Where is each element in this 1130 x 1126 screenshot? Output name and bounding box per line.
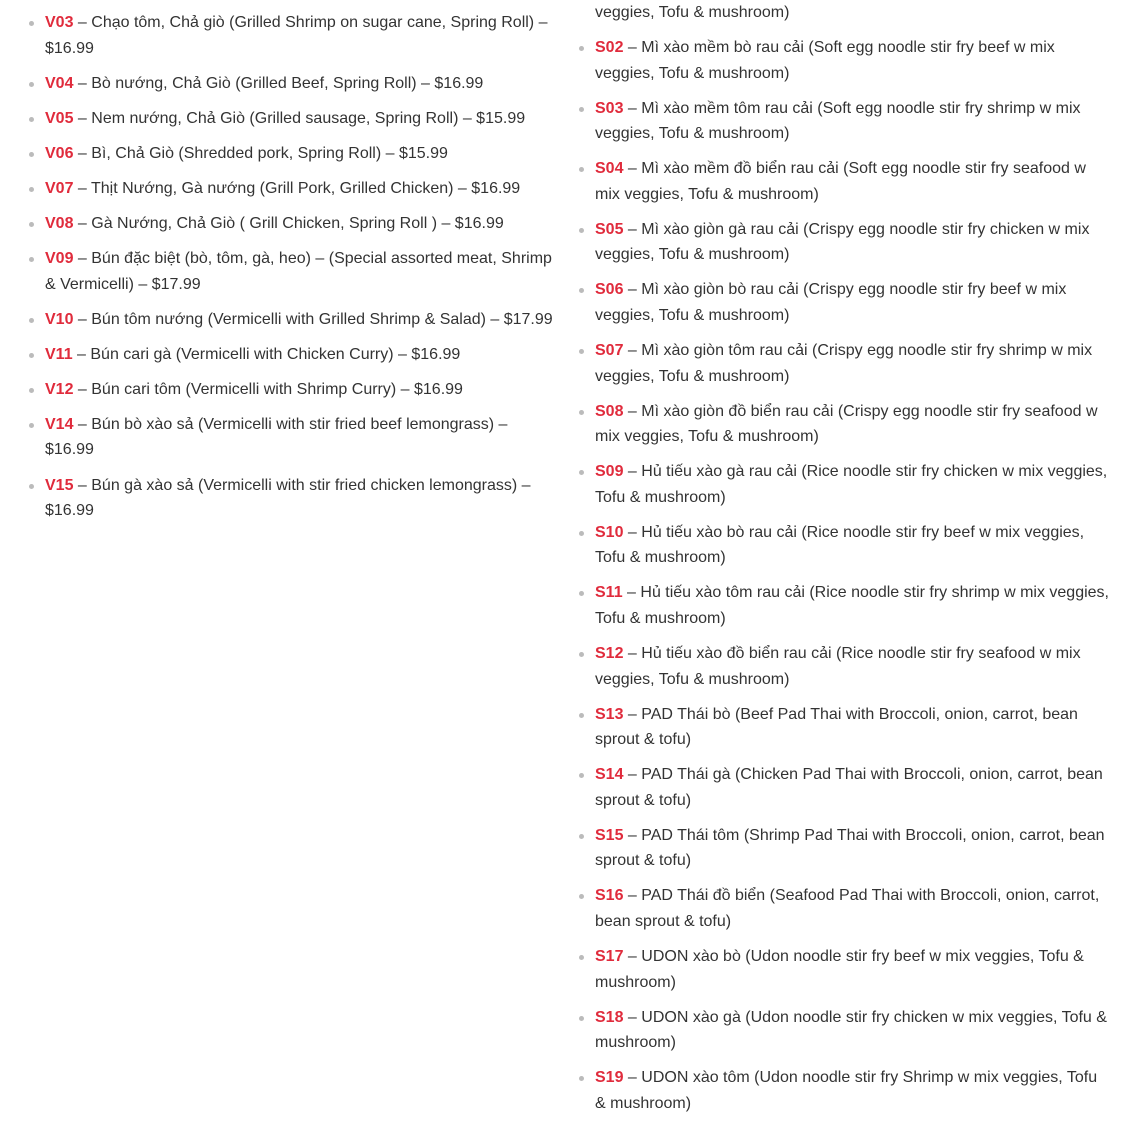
menu-item xyxy=(595,823,1109,874)
menu-item-code: S12 xyxy=(595,645,624,663)
menu-item xyxy=(595,277,1109,328)
menu-item xyxy=(595,217,1109,268)
menu-item-code: V08 xyxy=(45,214,74,232)
menu-item-code: V06 xyxy=(45,144,74,162)
menu-column-left xyxy=(45,10,557,533)
menu-item xyxy=(45,141,557,167)
menu-item-code: S06 xyxy=(595,281,624,299)
menu-item xyxy=(595,520,1109,571)
menu-item-code: V14 xyxy=(45,415,74,433)
menu-item-description: – Bò nướng, Chả Giò (Grilled Beef, Spring Roll) – $16.99 xyxy=(73,74,484,92)
menu-item-description: – Hủ tiếu xào đồ biển rau cải (Rice noodle stir fry seafood w mix veggies, Tofu & mushroom) xyxy=(595,645,1081,688)
menu-item xyxy=(45,211,557,237)
menu-item-code: V04 xyxy=(45,74,74,92)
menu-item-code: V12 xyxy=(45,380,74,398)
menu-item xyxy=(595,944,1109,995)
menu-item-code: V07 xyxy=(45,179,74,197)
menu-list-vermicelli xyxy=(45,10,557,524)
menu-list-stir-fry xyxy=(595,35,1109,1116)
menu-item-description: – Bún gà xào sả (Vermicelli with stir fried chicken lemongrass) – $16.99 xyxy=(45,476,531,520)
menu-item-description: – Bún bò xào sả (Vermicelli with stir fried beef lemongrass) – $16.99 xyxy=(45,415,508,459)
menu-item xyxy=(595,1005,1109,1056)
menu-item xyxy=(45,307,557,333)
menu-item xyxy=(595,641,1109,692)
menu-item-description: – Nem nướng, Chả Giò (Grilled sausage, Spring Roll) – $15.99 xyxy=(73,109,526,127)
menu-item-description: – Bún đặc biệt (bò, tôm, gà, heo) – (Special assorted meat, Shrimp & Vermicelli) – $17.99 xyxy=(45,250,552,293)
menu-item-code: S14 xyxy=(595,766,624,784)
menu-item-description: – Hủ tiếu xào tôm rau cải (Rice noodle stir fry shrimp w mix veggies, Tofu & mushroom) xyxy=(595,584,1109,627)
menu-item-description: – PAD Thái bò (Beef Pad Thai with Broccoli, onion, carrot, bean sprout & tofu) xyxy=(595,705,1078,749)
menu-item-description: – Bì, Chả Giò (Shredded pork, Spring Roll) – $15.99 xyxy=(73,144,448,162)
menu-item-description: – Hủ tiếu xào gà rau cải (Rice noodle stir fry chicken w mix veggies, Tofu & mushroom) xyxy=(595,463,1108,506)
menu-item-code: S07 xyxy=(595,342,624,360)
menu-item-description: – Mì xào giòn tôm rau cải (Crispy egg noodle stir fry shrimp w mix veggies, Tofu & mushroom) xyxy=(595,342,1093,385)
menu-item-code: S16 xyxy=(595,887,624,905)
menu-item-description: – Mì xào mềm bò rau cải (Soft egg noodle stir fry beef w mix veggies, Tofu & mushroom) xyxy=(595,39,1055,82)
menu-item-code: V11 xyxy=(45,345,73,363)
menu-item-description: – Mì xào mềm đồ biển rau cải (Soft egg noodle stir fry seafood w mix veggies, Tofu & mushroom) xyxy=(595,160,1086,203)
menu-item-description: – UDON xào bò (Udon noodle stir fry beef w mix veggies, Tofu & mushroom) xyxy=(595,948,1084,991)
menu-item-description: – UDON xào gà (Udon noodle stir fry chicken w mix veggies, Tofu & mushroom) xyxy=(595,1008,1107,1052)
menu-item-code: S11 xyxy=(595,584,623,602)
menu-item-continuation: veggies, Tofu & mushroom) xyxy=(595,4,790,21)
menu-item xyxy=(595,702,1109,753)
menu-item-code: V15 xyxy=(45,476,74,494)
menu-item xyxy=(45,106,557,132)
menu-item-description: – Bún cari tôm (Vermicelli with Shrimp Curry) – $16.99 xyxy=(73,380,463,398)
menu-item xyxy=(595,459,1109,510)
menu-item-description: – UDON xào tôm (Udon noodle stir fry Shrimp w mix veggies, Tofu & mushroom) xyxy=(595,1069,1098,1112)
menu-item xyxy=(595,883,1109,934)
menu-item-code: S02 xyxy=(595,39,624,57)
menu-item-description: – Hủ tiếu xào bò rau cải (Rice noodle stir fry beef w mix veggies, Tofu & mushroom) xyxy=(595,523,1085,567)
menu-item xyxy=(45,412,557,463)
menu-item xyxy=(45,377,557,403)
menu-item xyxy=(595,96,1109,147)
menu-item xyxy=(45,342,557,368)
menu-item xyxy=(595,156,1109,207)
menu-item xyxy=(595,762,1109,813)
menu-item-description: – Mì xào giòn gà rau cải (Crispy egg noodle stir fry chicken w mix veggies, Tofu & mushroom) xyxy=(595,220,1090,264)
menu-item-code: V10 xyxy=(45,310,74,328)
menu-item xyxy=(45,176,557,202)
menu-item-description: – Chạo tôm, Chả giò (Grilled Shrimp on sugar cane, Spring Roll) – $16.99 xyxy=(45,14,548,57)
menu-item xyxy=(595,580,1109,631)
menu-item xyxy=(45,473,557,524)
menu-item-description: – PAD Thái đồ biển (Seafood Pad Thai with Broccoli, onion, carrot, bean sprout & tofu) xyxy=(595,887,1100,930)
menu-item-code: S17 xyxy=(595,948,624,965)
menu-item-code: S09 xyxy=(595,463,624,481)
menu-item-description: – Thịt Nướng, Gà nướng (Grill Pork, Grilled Chicken) – $16.99 xyxy=(73,179,521,197)
menu-item-code: V05 xyxy=(45,109,74,127)
menu-item-description: – Mì xào mềm tôm rau cải (Soft egg noodle stir fry shrimp w mix veggies, Tofu & mushroom) xyxy=(595,99,1081,143)
menu-item xyxy=(45,71,557,97)
menu-item xyxy=(595,35,1109,86)
menu-item-description: – PAD Thái gà (Chicken Pad Thai with Broccoli, onion, carrot, bean sprout & tofu) xyxy=(595,766,1103,809)
menu-item-description: – Mì xào giòn đồ biển rau cải (Crispy egg noodle stir fry seafood w mix veggies, Tofu & mushroom) xyxy=(595,402,1098,446)
menu-item xyxy=(595,399,1109,450)
menu-item-code: S08 xyxy=(595,402,624,420)
menu-item-description: – Bún cari gà (Vermicelli with Chicken Curry) – $16.99 xyxy=(72,345,461,363)
menu-item-code: S18 xyxy=(595,1008,624,1026)
menu-item-code: S04 xyxy=(595,160,624,178)
menu-column-right xyxy=(595,0,1109,1126)
menu-item-description: – Mì xào giòn bò rau cải (Crispy egg noodle stir fry beef w mix veggies, Tofu & mushroom) xyxy=(595,281,1067,324)
menu-item xyxy=(45,10,557,61)
menu-item-code: S10 xyxy=(595,523,624,541)
menu-item-code: S03 xyxy=(595,99,624,117)
menu-item-code: S15 xyxy=(595,826,624,844)
menu-item xyxy=(595,1065,1109,1116)
menu-item-description: – Gà Nướng, Chả Giò ( Grill Chicken, Spring Roll ) – $16.99 xyxy=(73,214,504,232)
menu-item-code: V03 xyxy=(45,14,74,31)
menu-item xyxy=(595,338,1109,389)
menu-item xyxy=(45,246,557,297)
menu-item-code: S19 xyxy=(595,1069,624,1087)
menu-item-code: S13 xyxy=(595,705,624,723)
menu-item-description: – Bún tôm nướng (Vermicelli with Grilled Shrimp & Salad) – $17.99 xyxy=(73,310,553,328)
menu-item-code: S05 xyxy=(595,220,624,238)
menu-item-description: – PAD Thái tôm (Shrimp Pad Thai with Broccoli, onion, carrot, bean sprout & tofu) xyxy=(595,826,1105,870)
menu-item-code: V09 xyxy=(45,250,74,268)
